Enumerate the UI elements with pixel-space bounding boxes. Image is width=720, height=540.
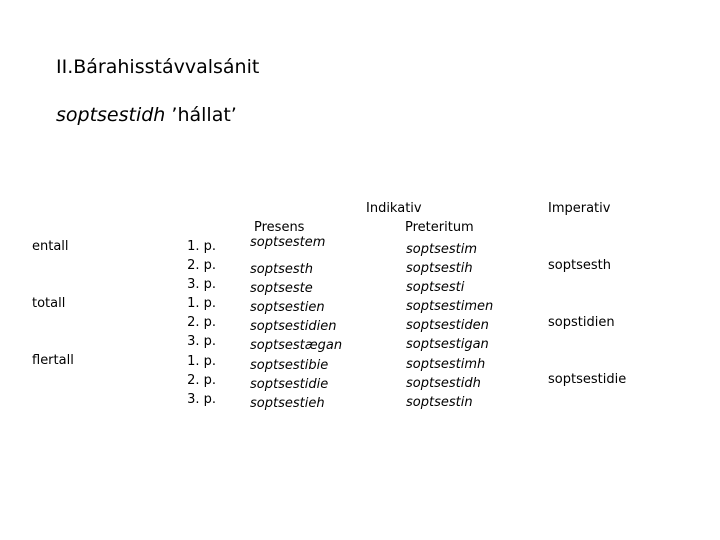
page-title: II.Bárahisstávvalsánit [56,56,260,78]
presens-form: soptsestieh [250,395,325,411]
imperativ-form: soptsesth [548,258,611,273]
preteritum-form: soptsestimen [406,299,494,315]
presens-form: soptsestægan [250,338,343,354]
preteritum-form: soptsestigan [406,337,489,353]
presens-form: soptsesth [250,262,313,278]
presens-form: soptsestien [250,300,325,316]
imperativ-form: sopstidien [548,315,615,330]
imperativ-form: soptsestidie [548,372,627,387]
preteritum-form: soptsestimh [406,356,486,372]
header-imperativ: Imperativ [548,201,611,216]
header-indikativ: Indikativ [366,201,422,216]
number-label-singular: entall [32,239,69,254]
preteritum-form: soptsestim [406,242,477,257]
presens-form: soptsestibie [250,357,329,373]
presens-column [250,237,342,413]
verb-gloss: ’hállat’ [171,104,237,126]
person-label: 3. p. [187,391,216,407]
preteritum-form: soptsestin [406,394,473,410]
preteritum-form: soptsesti [406,280,465,296]
person-label: 2. p. [187,258,216,274]
person-label: 3. p. [187,334,216,350]
person-label: 2. p. [187,315,216,331]
person-label: 1. p. [187,296,216,312]
person-label: 1. p. [187,353,216,369]
number-label-dual: totall [32,296,66,311]
presens-form: soptsestidien [250,319,337,335]
preteritum-column [406,240,493,412]
presens-form: soptseste [250,281,313,297]
verb-infinitive: soptsestidh [56,104,166,126]
person-label: 1. p. [187,239,216,254]
header-presens: Presens [254,220,305,235]
person-label: 2. p. [187,372,216,388]
header-preteritum: Preteritum [405,220,474,235]
number-label-plural: flertall [32,353,74,368]
preteritum-form: soptsestidh [406,375,481,391]
presens-form: soptsestidie [250,376,329,392]
preteritum-form: soptsestih [406,261,473,277]
verb-subtitle [56,106,237,125]
person-column [186,237,216,409]
preteritum-form: soptsestiden [406,318,489,334]
presens-form: soptsestem [250,235,326,250]
person-label: 3. p. [187,277,216,293]
